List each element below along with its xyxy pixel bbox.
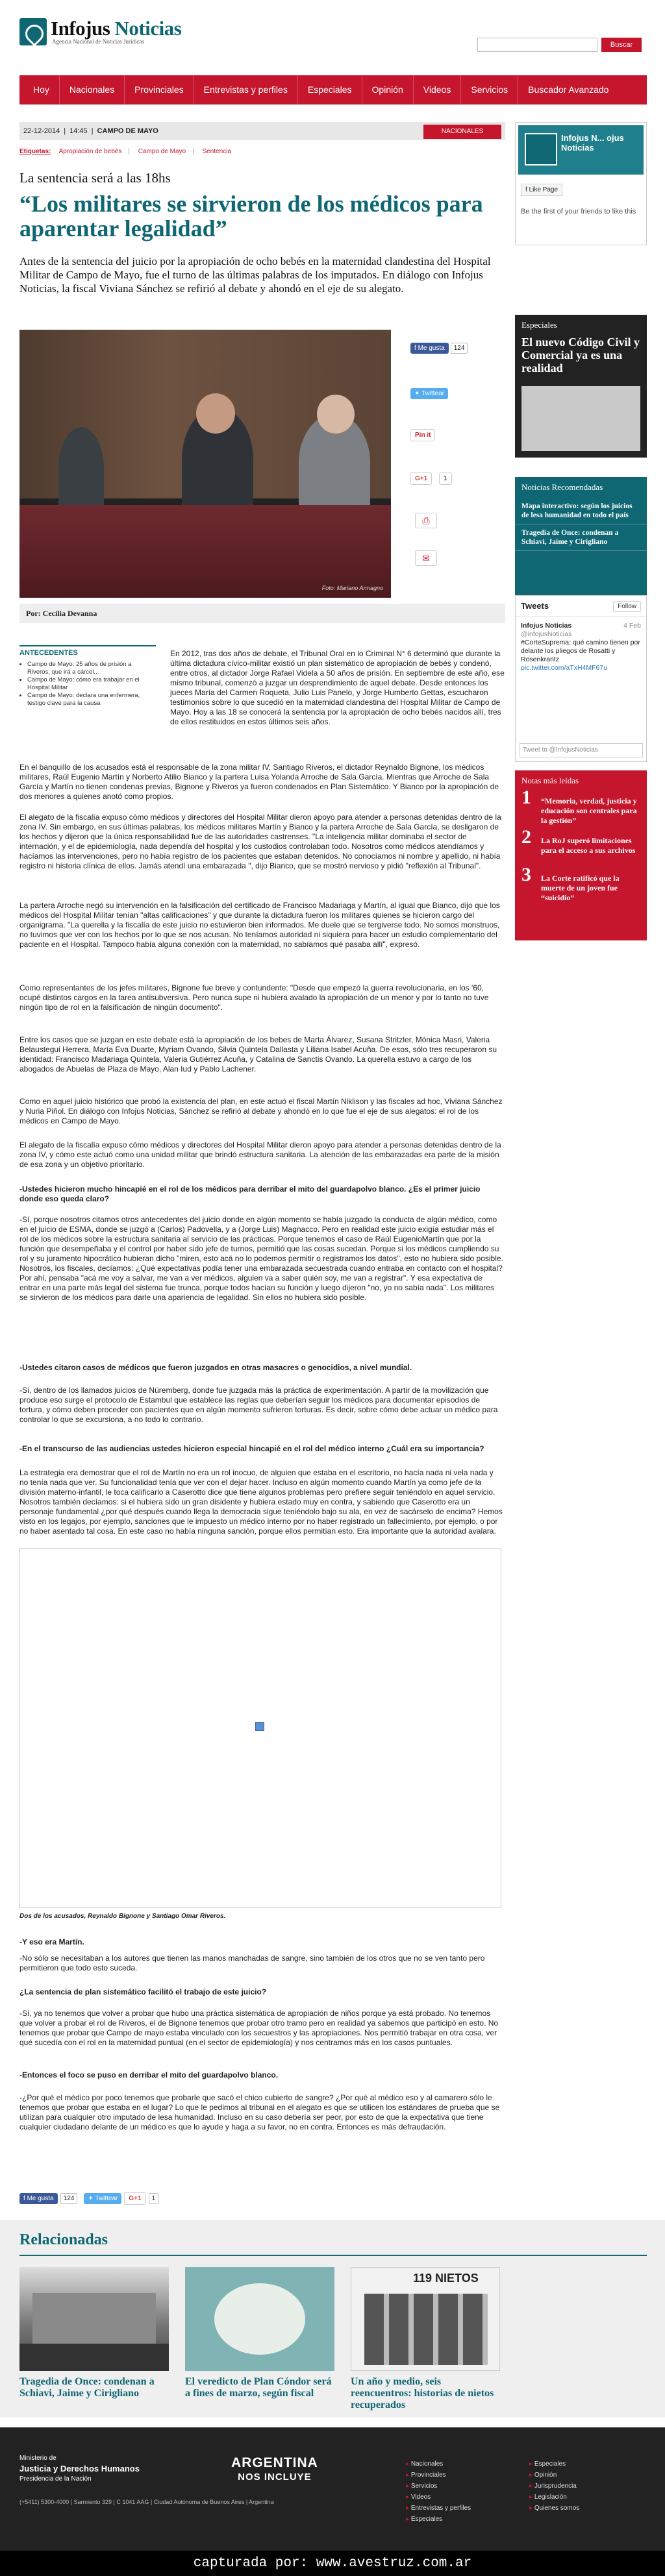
twitter-widget [515, 595, 647, 762]
nav-item-hoy[interactable]: Hoy [23, 75, 60, 104]
article-time: 14:45 [69, 127, 88, 135]
interview-question: ¿La sentencia de plan sistemático facilitó el trabajo de este juicio? [19, 1987, 267, 1996]
interview-question: -Ustedes hicieron mucho hincapié en el rol de los médicos para derribar el mito del guardapolvo blanco. ¿Es el primer juicio donde eso queda claro? [19, 1184, 481, 1203]
facebook-icon: f [414, 345, 418, 352]
body-paragraph: Como representantes de los jefes militares, Bignone fue breve y contundente: "Desde que empezó la guerra revolucionaria, en los '60, ocupé distintos cargos en la tarea antisubversiva. Pero nunca supe ni hubiera avalado la apropiación de un menor y por lo tanto no tuve ningún tipo de rol en la falsificación de ningún documento". [19, 983, 489, 1012]
facebook-page-name[interactable]: Infojus N... ojus Noticias [561, 133, 624, 153]
footer-links [529, 2459, 579, 2514]
main-nav [19, 75, 647, 104]
antecedente-link[interactable]: • Campo de Mayo: declara una enfermera, testigo clave para la causa [27, 692, 156, 707]
twitter-icon: ✦ [414, 390, 421, 397]
share-column [410, 343, 488, 563]
interview-question: -Entonces el foco se puso en derribar el mito del guardapolvo blanco. [19, 2070, 279, 2079]
footer-link[interactable]: ▸ Quienes somos [529, 2503, 579, 2514]
related-image [185, 2267, 334, 2371]
footer [0, 2427, 665, 2551]
article-kicker: La sentencia será a las 18hs [19, 170, 171, 186]
most-read-item[interactable]: 1 “Memoria, verdad, justicia y educación son centrales para la gestión” [521, 787, 637, 825]
most-read-heading: Notas más leídas [521, 776, 579, 785]
related-card-title: El veredicto de Plan Cóndor será a fines de marzo, según fiscal [185, 2376, 332, 2399]
tags-label: Etiquetas: [19, 148, 51, 155]
tags: Etiquetas: Apropiación de bebés | Campo de Mayo | Sentencia [19, 148, 231, 155]
section-badge[interactable]: NACIONALES [423, 125, 501, 139]
recommended-box [515, 477, 647, 613]
ministry-logo[interactable]: Ministerio de Justicia y Derechos Humanos Presidencia de la Nación [19, 2455, 140, 2483]
body-paragraph: En 2012, tras dos años de debate, el Tribunal Oral en lo Criminal N° 6 determinó que durante la última dictadura cívico-militar existió un plan sistemático de apropiación de bebés y condenó, entre otros, al dictador Jorge Rafael Videla a 50 años de prisión. En septiembre de este año, ese mismo tribunal, comenzó a juzgar un desprendimiento de aquel debate. Desde entonces los jueces María del Carmen Roqueta, Julio Luis Panelo, y Jorge Humberto Gettas, escucharon testimonios sobre lo que sucedió en la maternidad clandestina del Hospital Militar de Campo de Mayo. Hoy a las 18 se conocerá la sentencia por la apropiación de ocho bebés nacidos allí, tres de ellos restituidos en estos últimos seis años. [170, 649, 505, 726]
related-card-title: Tragedia de Once: condenan a Schiavi, Jaime y Cirigliano [19, 2376, 155, 2399]
footer-address: (+5411) 5300-4000 | Sarmiento 329 | C 1041 AAG | Ciudad Autónoma de Buenos Aires | Argentina [19, 2499, 274, 2505]
argentina-logo: ARGENTINA NOS INCLUYE [231, 2455, 318, 2483]
search-input[interactable] [477, 38, 597, 52]
google-plus-button[interactable]: G+1 [410, 472, 432, 485]
nav-item-nacionales[interactable]: Nacionales [60, 75, 125, 104]
body-paragraph: Entre los casos que se juzgan en este debate está la apropiación de los bebes de Marta Álvarez, Susana Stritzler, Mónica Masri, Valeria Belaustegui Herrera, María Eva Duarte, Myriam Ovando, Silvia Quintela Dallasta y Liliana Isabel Acuña. De esos, sólo tres recuperaron su identidad: Francisco Madariaga Quintela, Valeria Gutiérrez Acuña, y Catalina de Sanctis Ovando. La querella estuvo a cargo de los abogados de Abuelas de Plaza de Mayo, Alan Iud y Pablo Lachener. [19, 1035, 497, 1073]
article-place: CAMPO DE MAYO [97, 127, 158, 135]
most-read-box [515, 770, 647, 940]
footer-link[interactable]: ▸ Videos [406, 2492, 471, 2503]
interview-answer: -Sí, ya no tenemos que volver a probar que hubo una práctica sistemática de apropiación de niños porque ya está probado. No tenemos que volver a probar el rol de Riveros, el de Bignone tenemos que probar otro tramo pero en realidad ya sabemos que participó en esto. No tenemos que probar que Campo de mayo estaba vinculado con los secuestros y las apropiaciones. Nos permitió trabajar en otra cosa, ver qué sucedía con el rol en la maternidad puntual (en el sector de epidemiología) y nos centramos más en los casos puntuales. [19, 2009, 499, 2047]
tweet-text: #CorteSuprema: qué camino tienen por delante los pliegos de Rosatti y Rosenkrantz [521, 639, 640, 663]
footer-link[interactable]: ▸ Provinciales [406, 2470, 471, 2481]
antecedentes-box [19, 645, 156, 723]
nav-item-entrevistas[interactable]: Entrevistas y perfiles [194, 75, 298, 104]
figure-caption: Dos de los acusados, Reynaldo Bignone y Santiago Omar Riveros. [19, 1913, 226, 1920]
tweet-handle: @infojusNoticias [521, 630, 572, 638]
interview-answer: -No sólo se necesitaban a los autores que tienen las manos manchadas de sangre, sino también de los otros que no se ven tanto pero permitieron que todo esto suceda. [19, 1954, 485, 1972]
facebook-count: 124 [60, 2193, 78, 2204]
related-card-title: Un año y medio, seis reencuentros: historias de nietos recuperados [351, 2376, 494, 2410]
especiales-title[interactable]: El nuevo Código Civil y Comercial ya es una realidad [521, 336, 640, 374]
footer-link[interactable]: ▸ Legislación [529, 2492, 579, 2503]
tweet-user[interactable]: Infojus Noticias [521, 622, 572, 630]
print-icon[interactable]: ⎙ [415, 513, 437, 528]
facebook-friends-text: Be the first of your friends to like this [521, 208, 636, 215]
logo-icon [19, 18, 47, 45]
body-paragraph: El alegato de la fiscalía expuso cómo médicos y directores del Hospital Militar dieron apoyo para atender a personas detenidas dentro de la zona IV. Sin embargo, en sus últimas palabras, los médicos militares Martín y Bianco y la partera Arroche de Sala García, se desligaron de los hechos y dijeron que la única responsabilidad fue de las autoridades castrenses. "La inteligencia militar dominaba el sector de internación, y el de epidemiología, nada dependía del hospital y los custodios controlaban todo. Nosotros como médicos atendíamos y hacíamos las intervenciones, pero no había registro de los pacientes que estaban detenidos. No conocíamos ni nombre y apellido, ni había registro ni historia clínica de ellos. Jamás atendí una embarazada ", dijo Bianco, que se mostró nervioso y pidió "reflexión al Tribunal". [19, 813, 501, 870]
recommended-heading: Noticias Recomendadas [521, 482, 603, 492]
footer-link[interactable]: ▸ Nacionales [406, 2459, 471, 2470]
footer-link[interactable]: ▸ Especiales [406, 2514, 471, 2525]
facebook-page-widget [515, 122, 647, 245]
tweet-date: 4 Feb [623, 622, 641, 630]
twitter-heading: Tweets [516, 596, 646, 617]
interview-answer: -¿Por qué el médico por poco tenemos que probarle que sacó el chico cubierto de sangre? ¿Por qué al médico eso y al camarero sólo le tenemos que probar que estaba en el lugar? Lo que le pedimos al tribunal en el alegato es que se utilicen los estándares de prueba que se utilizan para cualquier otro imputado de lesa humanidad. Incluso en su caso debería ser peor, por esto de que la expectativa que tiene cualquier ciudadano delante de un médico es que lo ayude y haga a su favor, no en contra. Entonces es más defraudación. [19, 2093, 500, 2131]
broken-image-icon [255, 1722, 264, 1731]
logo-subtitle: Agencia Nacional de Noticias Jurídicas [52, 38, 144, 45]
twitter-share-button[interactable]: ✦ Twittear [84, 2193, 121, 2204]
especiales-heading: Especiales [521, 320, 557, 330]
most-read-item[interactable]: 2 La RoJ superó limitaciones para el acceso a sus archivos [521, 826, 636, 855]
twitter-share-button[interactable]: ✦ Twittear [410, 388, 448, 399]
footer-links [406, 2459, 471, 2525]
inline-figure [19, 1548, 501, 1908]
footer-link[interactable]: ▸ Especiales [529, 2459, 579, 2470]
nav-item-especiales[interactable]: Especiales [298, 75, 362, 104]
antecedente-link[interactable]: • Campo de Mayo: 25 años de prisión a Riveros, que irá a cárcel... [27, 661, 156, 676]
search-button[interactable]: Buscar [601, 38, 642, 52]
nav-item-opinion[interactable]: Opinión [362, 75, 414, 104]
article-photo [19, 330, 391, 598]
related-section [0, 2220, 665, 2418]
twitter-follow-button[interactable]: Follow [613, 601, 641, 612]
article-date: 22-12-2014 [23, 127, 60, 135]
footer-link[interactable]: ▸ Entrevistas y perfiles [406, 2503, 471, 2514]
related-image [19, 2267, 169, 2371]
article-meta-bar: 22-12-2014 | 14:45 | CAMPO DE MAYO [19, 122, 505, 140]
recommended-item[interactable]: Mapa interactivo: según los juicios de lesa humanidad en todo el país [515, 498, 647, 524]
recommended-item[interactable]: Tragedia de Once: condenan a Schiavi, Jaime y Cirigliano [515, 524, 647, 551]
logo-name: Infojus Noticias [51, 17, 182, 40]
related-card[interactable] [185, 2267, 334, 2399]
facebook-page-avatar [525, 133, 557, 166]
interview-question: -Y eso era Martín. [19, 1937, 84, 1946]
related-title: Relacionadas [19, 2231, 108, 2248]
tag-link[interactable]: Campo de Mayo [138, 148, 186, 155]
body-paragraph: Como en aquel juicio histórico que probó la existencia del plan, en este actuó el fiscal Martín Niklison y las fiscales ad hoc, Viviana Sánchez y Nuria Piñol. En diálogo con Infojus Noticias, Sánchez se refirió al debate y ahondó en lo que fue el eje de sus alegatos: el rol de los médicos en Campo de Mayo. [19, 1097, 503, 1125]
antecedentes-title: ANTECEDENTES [19, 649, 78, 657]
related-card[interactable] [19, 2267, 169, 2399]
email-icon[interactable]: ✉ [415, 550, 437, 566]
facebook-icon: f [525, 186, 529, 193]
especiales-box [515, 315, 647, 458]
photo-credit: Foto: Mariano Armagno [321, 585, 383, 591]
byline: Por: Cecilia Devanna [19, 604, 505, 623]
google-plus-button[interactable]: G+1 [124, 2192, 145, 2205]
related-image [351, 2267, 500, 2371]
most-read-item[interactable]: 3 La Corte ratificó que la muerte de un joven fue “suicidio” [521, 864, 620, 902]
bottom-share-bar [19, 2192, 165, 2205]
tag-link[interactable]: Sentencia [202, 148, 231, 155]
facebook-like-button[interactable]: f Me gusta [410, 343, 449, 354]
tweet-link[interactable]: pic.twitter.com/aTxH4MF67u [521, 664, 608, 672]
footer-link[interactable]: ▸ Jurisprudencia [529, 2481, 579, 2492]
body-paragraph: El alegato de la fiscalía expuso cómo médicos y directores del Hospital Militar dieron apoyo para atender a personas detenidas dentro de la zona IV, y cómo este actuó como una unidad militar que brindó estructura sanitaria. La atención de las embarazadas era parte de la misión de esa zona y un objetivo prioritario. [19, 1140, 501, 1169]
twitter-icon: ✦ [88, 2195, 95, 2202]
article-lead: Antes de la sentencia del juicio por la apropiación de ocho bebés en la maternidad clandestina del Hospital Militar de Campo de Mayo, fue el turno de las últimas palabras de los imputados. En diálogo con Infojus Noticias, la fiscal Viviana Sánchez se refirió al debate y ahondó en el eje de su alegato. [19, 255, 491, 295]
body-paragraph: En el banquillo de los acusados está el responsable de la zona militar IV, Santiago Riveros, el dictador Reynaldo Bignone, los médicos militares, Raúl Eugenio Martín y Norberto Atilio Bianco y la partera Luisa Yolanda Arroche de Sala García. Mientras que Arroche de Sala García y Martín no tienen condenas previas, Bignone y Riveros ya fueron condenados en Plan Sistemático. Y Bianco por la apropiación de dos menores a quienes anotó como propios. [19, 763, 499, 801]
site-logo[interactable] [19, 18, 181, 45]
antecedente-link[interactable]: • Campo de Mayo: cómo era trabajar en el Hospital Militar [27, 676, 156, 692]
footer-link[interactable]: ▸ Servicios [406, 2481, 471, 2492]
header [0, 0, 665, 75]
capture-credit: capturada por: www.avestruz.com.ar [0, 2551, 665, 2576]
interview-answer: La estrategia era demostrar que el rol de Martín no era un rol inocuo, de alguien que estaba en el escritorio, no hacía nada ni vela nada y no tenía nada que ver. Su funcionalidad tenía que ver con el dejar hacer. Incluso en algún momento cuando Martín ya como jefe de la división materno-infantil, le toca calificarlo a Caserotto dice que tiene algunos problemas pero prefiere seguir teniéndolo en aquel servicio. Nosotros también decíamos: si el hubiera sido un gran disidente y hubiera estado muy en contra, y sabiendo que Caserotto era un personaje fundamental ¿por qué después cuando llega la democracia sigue teniéndolo bajo su ala, en vez de sacárselo de encima? Hemos visto en los legajos, por ejemplo, sanciones que le impuesto un médico interno por no haber registrado un fallecimiento, por ejemplo, o por no haber asentado tal cosa. En este caso no había ninguna sanción, porque ellos permitían esto. Era importante que la autoridad avalara. [19, 1468, 503, 1536]
google-plus-count: 1 [149, 2193, 159, 2204]
facebook-like-button[interactable]: f Me gusta [19, 2193, 58, 2204]
interview-question: -Ustedes citaron casos de médicos que fueron juzgados en otras masacres o genocidios, a nivel mundial. [19, 1363, 412, 1372]
nav-item-videos[interactable]: Videos [414, 75, 462, 104]
interview-answer: -Sí, dentro de los llamados juicios de Núremberg, donde fue juzgada más la práctica de experimentación. A partir de la movilización que produce eso surge el protocolo de Estambul que establece las reglas que deberían seguir los médicos para documentar episodios de tortura, y cómo deben proceder con pacientes que en algún momento sufrieron torturas. Es decir, sobre cómo debe actuar un médico para controlar lo que se excursiona, a no todo lo contrario. [19, 1386, 498, 1424]
tweet-to-input[interactable]: Tweet to @InfojusNoticias [520, 743, 643, 757]
body-paragraph: La partera Arroche negó su intervención en la falsificación del certificado de Francisco Madariaga y Martín, al igual que Bianco, dijo que los médicos del Hospital Militar tenían "altas calificaciones" y que durante la dictadura fueron los militares quienes se hicieron cargo del organigrama. "La querella y la fiscalía de este juicio no estuvieron bien informados. Me duele que se tergiverse todo. No somos monstruos, no tuvimos que ver con los hechos por lo que se nos acusan. No teníamos autoridad ni siquiera para hacer un estudio complementario del paciente en el Hospital. Tampoco había alguna conexión con la maternidad, no sabíamos qué pasaba allí", expresó. [19, 901, 500, 949]
related-card[interactable] [351, 2267, 500, 2411]
tag-link[interactable]: Apropiación de bebés [58, 148, 122, 155]
facebook-icon: f [23, 2195, 27, 2202]
nav-item-servicios[interactable]: Servicios [461, 75, 518, 104]
nav-item-buscador[interactable]: Buscador Avanzado [528, 84, 609, 95]
facebook-count: 124 [451, 343, 468, 354]
facebook-like-page-button[interactable]: f Like Page [521, 184, 562, 196]
related-image-badge: 119 NIETOS [413, 2272, 479, 2285]
especiales-image[interactable] [521, 386, 640, 451]
article-headline: “Los militares se sirvieron de los médicos para aparentar legalidad” [19, 191, 483, 241]
google-plus-count: 1 [439, 472, 452, 485]
interview-question: -En el transcurso de las audiencias ustedes hicieron especial hincapié en el rol del médico interno ¿Cuál era su importancia? [19, 1444, 484, 1453]
nav-item-provinciales[interactable]: Provinciales [125, 75, 194, 104]
pinterest-button[interactable]: Pin it [410, 429, 435, 441]
footer-link[interactable]: ▸ Opinión [529, 2470, 579, 2481]
interview-answer: -Sí, porque nosotros citamos otros antecedentes del juicio donde en algún momento se había juzgado la conducta de algún médico, como en el juicio de ESMA, donde se juzgó a (Carlos) Padovella, y a (Jorge Luis) Magnacco. Pero en realidad este juicio exigía estudiar más el rol de los médicos sobre la estructura sanitaria al servicio de las prácticas. Porque tenemos el caso de Raúl EugenioMartín que por la función que desempeñaba y el control por haber sido jefe de turnos, permitió que las cosas sucedan. Porque si los médicos cumpliendo su rol y su juramento hipocrático hubieran dicho "miren, esto acá no lo podemos permitir o registramos los datos", esto no hubiera sido posible. Nosotros, los fiscales, decíamos: ¿Qué expectativas podía tener una embarazada secuestrada cuando entraba en contacto con el hospital? Por ahí, pensaba "acá me voy a salvar, me van a ver médicos, alguien va a saber quién soy, me van a registrar". Y esa expectativa de entrar en una parte más legal del sistema fue trunca, porque todos hacían su función y luego dijeron "no, yo no sabía nada". Los militares se sirvieron de los médicos para darle una apariencia de legalidad. Sin ellos no hubiera sido posible. [19, 1215, 503, 1302]
